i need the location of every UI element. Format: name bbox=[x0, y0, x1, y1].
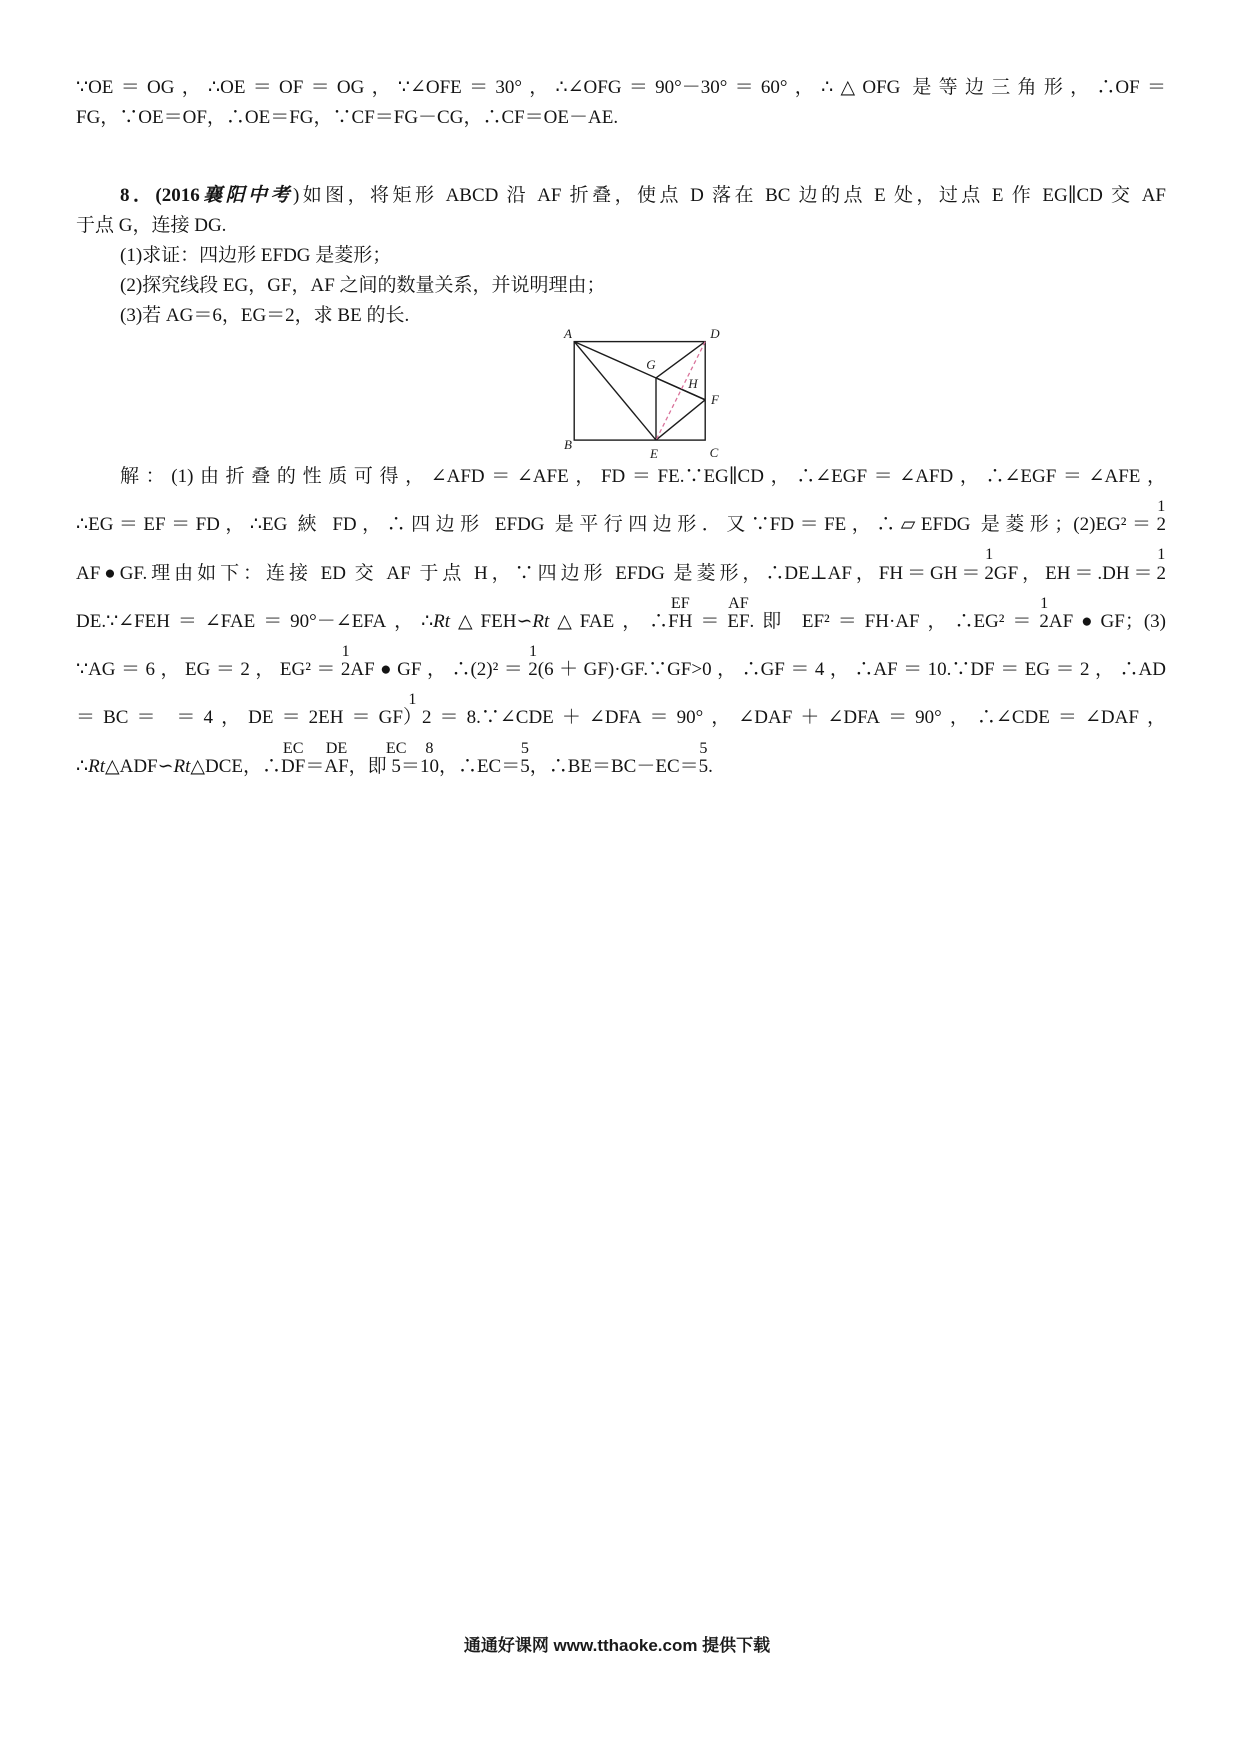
bold-text-run: 8．(2016 bbox=[120, 185, 200, 206]
solution-line-4 bbox=[76, 594, 1166, 656]
folded-rectangle-figure bbox=[563, 327, 722, 461]
fraction-numerator: EF bbox=[670, 594, 690, 612]
segment-de-dashed bbox=[656, 342, 705, 441]
fraction-numerator: EC bbox=[282, 739, 304, 757]
text-run: FG，∵OE＝OF，∴OE＝FG，∵CF＝FG－CG，∴CF＝OE－AE. bbox=[76, 107, 619, 128]
problem-8-statement bbox=[76, 181, 1166, 331]
source-tag-text: 襄阳中考 bbox=[199, 185, 293, 206]
fraction-numerator: 1 bbox=[1040, 594, 1049, 612]
text-run: AF●GF，∴(2)²＝ bbox=[350, 659, 529, 681]
fraction bbox=[528, 643, 538, 681]
text-run: 于点 G，连接 DG. bbox=[76, 215, 227, 236]
fraction-numerator: 5 bbox=[520, 739, 530, 757]
segment-dg bbox=[656, 342, 705, 378]
problem-line-2 bbox=[76, 211, 1166, 241]
fraction-denominator: 5 bbox=[698, 755, 709, 777]
text-run: . bbox=[708, 755, 713, 777]
solution-line-7 bbox=[76, 739, 1166, 801]
solution-line-1 bbox=[76, 463, 1166, 511]
fraction-denominator: 2 bbox=[1039, 610, 1049, 632]
fraction-denominator: FH bbox=[668, 610, 693, 632]
fraction bbox=[1156, 498, 1166, 536]
text-run: (3)若 AG＝6，EG＝2，求 BE 的长. bbox=[120, 305, 410, 326]
segment-ef bbox=[656, 400, 705, 440]
fraction bbox=[1039, 594, 1049, 632]
text-run: (2)探究线段 EG，GF，AF 之间的数量关系，并说明理由； bbox=[120, 275, 606, 296]
point-label-f: F bbox=[711, 392, 719, 407]
fraction-numerator: 1 bbox=[341, 643, 350, 661]
fraction bbox=[340, 643, 351, 681]
fraction-denominator: 2 bbox=[528, 659, 538, 681]
fraction-denominator: 10 bbox=[419, 755, 439, 777]
continuation-line-1 bbox=[76, 73, 1166, 103]
segment-ae bbox=[574, 342, 656, 441]
fraction bbox=[324, 739, 349, 777]
point-label-e: E bbox=[650, 446, 658, 461]
fraction bbox=[385, 739, 407, 777]
point-label-c: C bbox=[709, 445, 719, 460]
solution-line-6 bbox=[76, 691, 1167, 752]
text-run: DE.∵∠FEH＝∠FAE＝90°－∠EFA，∴ bbox=[76, 610, 434, 632]
fraction bbox=[281, 739, 306, 777]
italic-text-run: Rt bbox=[88, 755, 105, 777]
text-run: ∵AG＝6，EG＝2，EG²＝ bbox=[76, 659, 341, 681]
italic-text-run: Rt bbox=[433, 610, 451, 632]
text-run: ＝ bbox=[305, 755, 325, 777]
text-run: ，∴EC＝ bbox=[438, 755, 521, 777]
text-run: ＝ bbox=[692, 610, 728, 632]
text-run: △FAE，∴ bbox=[549, 610, 669, 632]
text-run: △FEH∽ bbox=[450, 610, 533, 632]
fraction-numerator: 1 bbox=[1157, 498, 1166, 516]
fraction-numerator: DE bbox=[325, 739, 348, 757]
problem-line-3 bbox=[76, 241, 1166, 271]
fraction-denominator: DF bbox=[281, 755, 306, 777]
text-run: (6＋GF)·GF.∵GF>0，∴GF＝4，∴AF＝10.∵DF＝EG＝2，∴AD bbox=[537, 659, 1166, 681]
text-run: GF，EH＝.DH＝ bbox=[993, 562, 1157, 584]
continuation-line-2 bbox=[76, 103, 1166, 133]
problem-line-1 bbox=[76, 181, 1166, 211]
fraction-numerator: EC bbox=[385, 739, 407, 757]
fraction-numerator: 1 bbox=[985, 546, 994, 564]
fraction-numerator: AF bbox=[728, 594, 749, 612]
fraction bbox=[727, 594, 750, 632]
italic-text-run: Rt bbox=[532, 610, 550, 632]
problem-8-solution bbox=[76, 463, 1166, 801]
text-run: .即 EF²＝FH·AF，∴EG²＝ bbox=[749, 610, 1040, 632]
text-run: )如图，将矩形 ABCD 沿 AF 折叠，使点 D 落在 BC 边的点 E 处，过点 E 作 EG∥CD 交 AF bbox=[292, 185, 1166, 206]
text-run: ，即 bbox=[348, 755, 392, 777]
fraction bbox=[668, 594, 693, 632]
text-run: (1)求证：四边形 EFDG 是菱形； bbox=[120, 245, 392, 266]
footer-source-note: 通通好课网 www.tthaoke.com 提供下载 bbox=[463, 1636, 771, 1655]
fraction-denominator: 5 bbox=[391, 755, 401, 777]
fraction-numerator: 1 bbox=[408, 691, 417, 709]
italic-text-run: Rt bbox=[173, 755, 191, 777]
fraction bbox=[698, 739, 709, 777]
solution-line-2 bbox=[76, 498, 1166, 559]
point-label-g: G bbox=[646, 357, 656, 372]
text-run: ＝ bbox=[400, 755, 420, 777]
solution-line-3 bbox=[76, 546, 1166, 608]
text-run: ∴ bbox=[76, 755, 89, 777]
fraction-denominator: 2 bbox=[1156, 562, 1166, 584]
point-label-h: H bbox=[688, 376, 698, 391]
text-run: ∵OE＝OG，∴OE＝OF＝OG，∵∠OFE＝30°，∴∠OFG＝90°－30°＝60°，∴△OFG 是等边三角形，∴OF＝ bbox=[76, 77, 1166, 98]
solution-line-5 bbox=[76, 643, 1166, 704]
fraction bbox=[1156, 546, 1167, 584]
point-label-b: B bbox=[564, 437, 572, 452]
fraction-numerator: 1 bbox=[529, 643, 538, 661]
fraction-denominator: ） bbox=[402, 707, 422, 729]
fraction-numerator: 8 bbox=[425, 739, 434, 757]
fraction-denominator: 2 bbox=[340, 659, 351, 681]
fraction-numerator: 1 bbox=[1157, 546, 1166, 564]
fraction bbox=[520, 739, 530, 777]
fraction bbox=[419, 739, 439, 777]
point-label-d: D bbox=[710, 326, 720, 341]
text-run: ，∴BE＝BC－EC＝ bbox=[529, 755, 699, 777]
fraction-denominator: AF bbox=[324, 755, 349, 777]
problem-line-4 bbox=[76, 271, 1166, 301]
fraction bbox=[984, 546, 994, 584]
previous-solution-continuation bbox=[76, 73, 1166, 133]
fraction-denominator: 2 bbox=[1156, 514, 1166, 536]
fraction-numerator: 5 bbox=[699, 739, 708, 757]
fraction-denominator: EF bbox=[727, 610, 750, 632]
point-label-a: A bbox=[564, 326, 572, 341]
text-run: 解：(1)由折叠的性质可得，∠AFD＝∠AFE，FD＝FE.∵EG∥CD，∴∠EGF＝∠AFD，∴∠EGF＝∠AFE， bbox=[120, 466, 1166, 487]
text-run: △ADF∽ bbox=[104, 755, 174, 777]
text-run: AF●GF；(3) bbox=[1048, 610, 1166, 632]
fraction-denominator: 5 bbox=[520, 755, 530, 777]
text-run: ∴EG＝EF＝FD，∴EG 綊 FD，∴四边形 EFDG 是平行四边形．又∵FD＝FE，∴▱EFDG 是菱形；(2)EG²＝ bbox=[76, 514, 1157, 536]
segment-gf bbox=[656, 378, 705, 400]
text-run: AF●GF.理由如下：连接 ED 交 AF 于点 H，∵四边形 EFDG 是菱形，∴DE⊥AF，FH＝GH＝ bbox=[76, 562, 985, 584]
fraction bbox=[402, 691, 422, 729]
fraction-denominator: 2 bbox=[984, 562, 994, 584]
text-run: △DCE，∴ bbox=[190, 755, 282, 777]
text-run: ＝BC＝ ＝4，DE＝2EH＝GF bbox=[76, 707, 403, 729]
text-run: 2＝8.∵∠CDE＋∠DFA＝90°，∠DAF＋∠DFA＝90°，∴∠CDE＝∠DAF， bbox=[421, 707, 1167, 729]
